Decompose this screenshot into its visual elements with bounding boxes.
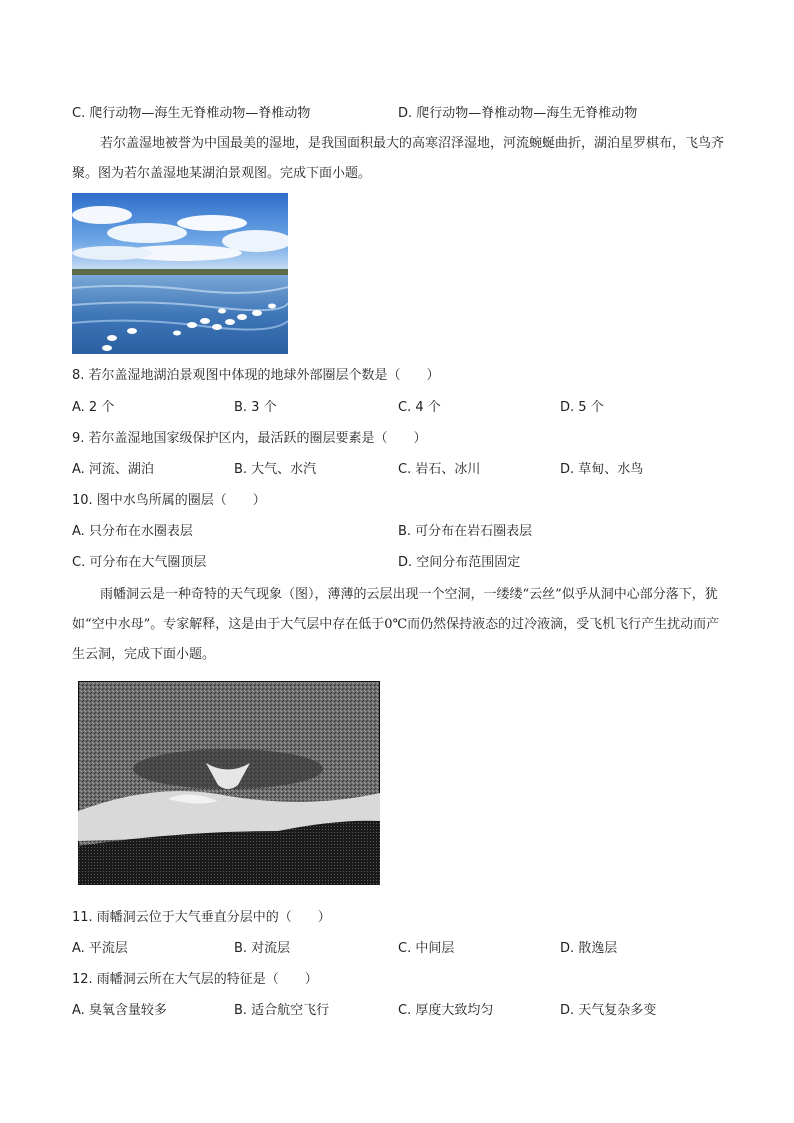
passage-cloud-text: 雨幡洞云是一种奇特的天气现象（图），薄薄的云层出现一个空洞，一缕缕“云丝”似乎从洞中心部分落下，犹如“空中水母”。专家解释，这是由于大气层中存在低于0℃而仍然保持液态的过冷液滴，受飞机飞行产生扰动而产生云洞，完成下面小题。 [72,587,720,662]
q12-stem: 12. 雨幡洞云所在大气层的特征是（ ） [72,972,318,987]
q12-option-a: A. 臭氧含量较多 [72,1003,167,1018]
q8-option-c: C. 4 个 [398,400,441,415]
q9-stem: 9. 若尔盖湿地国家级保护区内，最活跃的圈层要素是（ ） [72,431,427,446]
q11-option-c: C. 中间层 [398,941,455,956]
q11-option-b: B. 对流层 [234,941,291,956]
q9-option-a: A. 河流、湖泊 [72,462,154,477]
q12-option-d: D. 天气复杂多变 [560,1003,657,1018]
q9-option-b: B. 大气、水汽 [234,462,317,477]
lake-photo [72,193,288,354]
q9-option-c: C. 岩石、冰川 [398,462,481,477]
fallstreak-cloud-photo [78,681,380,885]
q10-option-a: A. 只分布在水圈表层 [72,524,193,539]
q12-option-b: B. 适合航空飞行 [234,1003,330,1018]
q7-option-d: D. 爬行动物—脊椎动物—海生无脊椎动物 [398,106,638,121]
q10-option-b: B. 可分布在岩石圈表层 [398,524,533,539]
q8-option-b: B. 3 个 [234,400,277,415]
q12-option-c: C. 厚度大致均匀 [398,1003,494,1018]
q8-option-a: A. 2 个 [72,400,115,415]
passage-wetland-text: 若尔盖湿地被誉为中国最美的湿地，是我国面积最大的高寒沼泽湿地，河流蜿蜒曲折，湖泊星罗棋布，飞鸟齐聚。图为若尔盖湿地某湖泊景观图。完成下面小题。 [72,136,725,181]
q8-stem: 8. 若尔盖湿地湖泊景观图中体现的地球外部圈层个数是（ ） [72,368,440,383]
q10-option-c: C. 可分布在大气圈顶层 [72,555,207,570]
lake-photo-graphic [72,193,288,354]
q10-option-d: D. 空间分布范围固定 [398,555,521,570]
q11-stem: 11. 雨幡洞云位于大气垂直分层中的（ ） [72,910,331,925]
q11-option-d: D. 散逸层 [560,941,618,956]
q7-option-c: C. 爬行动物—海生无脊椎动物—脊椎动物 [72,106,311,121]
q9-option-d: D. 草甸、水鸟 [560,462,644,477]
q10-stem: 10. 图中水鸟所属的圈层（ ） [72,493,266,508]
passage-cloud [72,580,724,670]
q8-option-d: D. 5 个 [560,400,604,415]
passage-wetland [72,129,724,189]
cloud-photo-graphic [78,681,380,885]
q11-option-a: A. 平流层 [72,941,128,956]
